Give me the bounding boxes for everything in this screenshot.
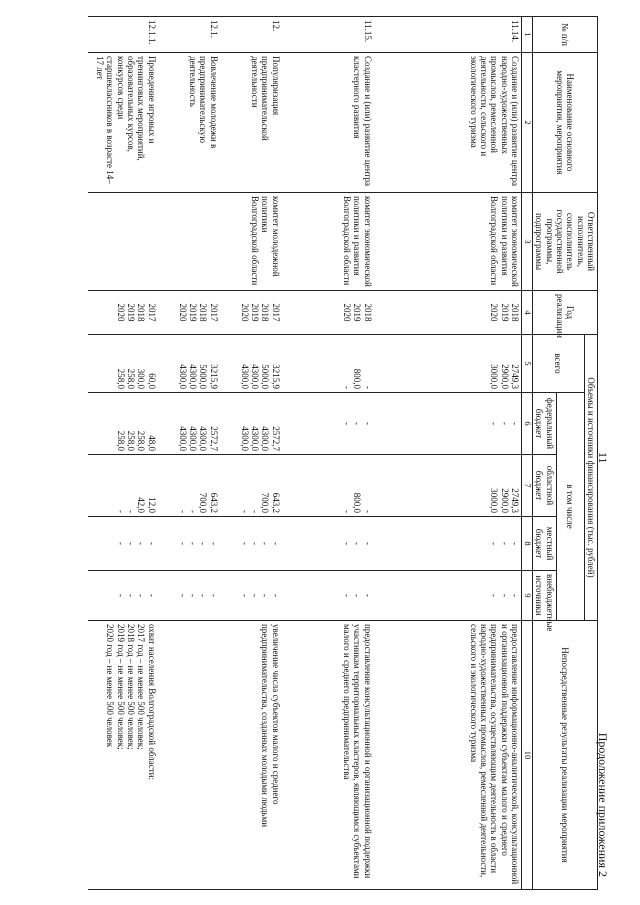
page-number: 11 [596,452,610,464]
row-local: - - - - [220,517,282,571]
header-local: местный бюджет [532,517,556,571]
row-regional: 643,2 700,0 - - [158,455,220,517]
table-row [220,17,282,890]
row-executor: комитет экономической политики и развития Волгоградской области [374,193,522,291]
header-executor: Ответственный исполнитель, соисполнитель государственной программы, подпрограммы [532,193,597,291]
header-num: № п/п [532,17,597,53]
row-result: охват населения Волгоградской области: 2017 год – не менее 500 человек; 2018 год – не менее 500 человек; 2019 год – не менее 500 человек; 2020 год – не менее 500 человек [88,621,158,890]
row-name: Создание и (или) развитие центра кластерного развития [282,53,374,193]
row-executor [158,193,220,291]
row-extrabudget: - - - [374,571,522,621]
row-number: 12.1.1. [88,17,158,53]
row-years: 2017 2018 2019 2020 [158,291,220,335]
table-row [282,17,374,890]
table-row [88,17,158,890]
row-total: 3215,9 5000,0 4300,0 4300,0 [158,335,220,393]
row-result: предоставление информационно-аналитической, консультационной и организационной поддержки субъектам малого и среднего предпринимательства, осуществляющим деятельность в области народно-художественных промыслов, ремесленной деятельности, сельского и экологического туризма [374,621,522,890]
row-result [158,621,220,890]
col-number: 9 [522,571,533,621]
col-number: 2 [522,53,533,193]
row-name: Вовлечение молодежи в предпринимательскую деятельность [158,53,220,193]
row-name: Проведение игровых и тренинговых мероприятий, образовательных курсов, конкурсов среди старшеклассников в возрасте 14–17 лет [88,53,158,193]
row-total: 3215,9 5000,0 4300,0 4300,0 [220,335,282,393]
header-total: всего [532,335,584,393]
col-number: 4 [522,291,533,335]
row-result: увеличение числа субъектов малого и среднего предпринимательства, созданных молодыми людьми [220,621,282,890]
table-row [158,17,220,890]
row-extrabudget: - - - - [220,571,282,621]
header-financing: Объемы и источники финансирования (тыс. рублей) [584,335,597,621]
col-number: 8 [522,517,533,571]
row-years: 2017 2018 2019 2020 [88,291,158,335]
row-federal: 48,0 258,0 258,0 258,0 [88,393,158,455]
row-regional: 643,2 700,0 - - [220,455,282,517]
header-federal: федеральный бюджет [532,393,556,455]
row-federal: 2572,7 4300,0 4300,0 4300,0 [220,393,282,455]
row-federal: 2572,7 4300,0 4300,0 4300,0 [158,393,220,455]
row-local: - - - [374,517,522,571]
row-name: Популяризация предпринимательской деятельности [220,53,282,193]
col-number: 3 [522,193,533,291]
header-including: в том числе [556,393,584,621]
row-number: 11.14. [374,17,522,53]
row-executor: комитет экономической политики и развития Волгоградской области [282,193,374,291]
row-executor [88,193,158,291]
row-regional: 2749,3 2900,0 3000,0 [374,455,522,517]
col-number: 7 [522,455,533,517]
row-years: 2018 2019 2020 [282,291,374,335]
row-local: - - - - [88,517,158,571]
continuation-label: Продолжение приложения 2 [596,732,610,877]
row-extrabudget: - - - - [88,571,158,621]
row-regional: - 800,0 - [282,455,374,517]
row-result: предоставление консультационной и организационной поддержки участникам территориальных кластеров, являющимся субъектами малого и среднего предпринимательства [282,621,374,890]
header-results: Непосредственные результаты реализации мероприятия [532,621,597,890]
row-years: 2017 2018 2019 2020 [220,291,282,335]
row-federal: - - - [282,393,374,455]
row-number: 12.1. [158,17,220,53]
table-row [374,17,522,890]
row-local: - - - - [158,517,220,571]
row-number: 11.15. [282,17,374,53]
row-executor: комитет молодежной политики Волгоградской области [220,193,282,291]
row-extrabudget: - - - - [158,571,220,621]
col-number: 1 [522,17,533,53]
row-extrabudget: - - - [282,571,374,621]
row-federal: - - - [374,393,522,455]
row-total: 2749,3 2900,0 3000,0 [374,335,522,393]
row-total: - 800,0 - [282,335,374,393]
header-extrabudget: внебюджетные источники [532,571,556,621]
header-name: Наименование основного мероприятия, мероприятия [532,53,597,193]
col-number: 6 [522,393,533,455]
row-local: - - - [282,517,374,571]
row-regional: 12,0 42,0 - - [88,455,158,517]
financing-table [88,16,598,890]
header-regional: областной бюджет [532,455,556,517]
col-number: 10 [522,621,533,890]
row-total: 60,0 300,0 258,0 258,0 [88,335,158,393]
header-year: Год реализации [532,291,597,335]
row-number: 12. [220,17,282,53]
row-years: 2018 2019 2020 [374,291,522,335]
col-number: 5 [522,335,533,393]
row-name: Создание и (или) развитие центра народно-художественных промыслов, ремесленной деятельности, сельского и экологического туризма [374,53,522,193]
